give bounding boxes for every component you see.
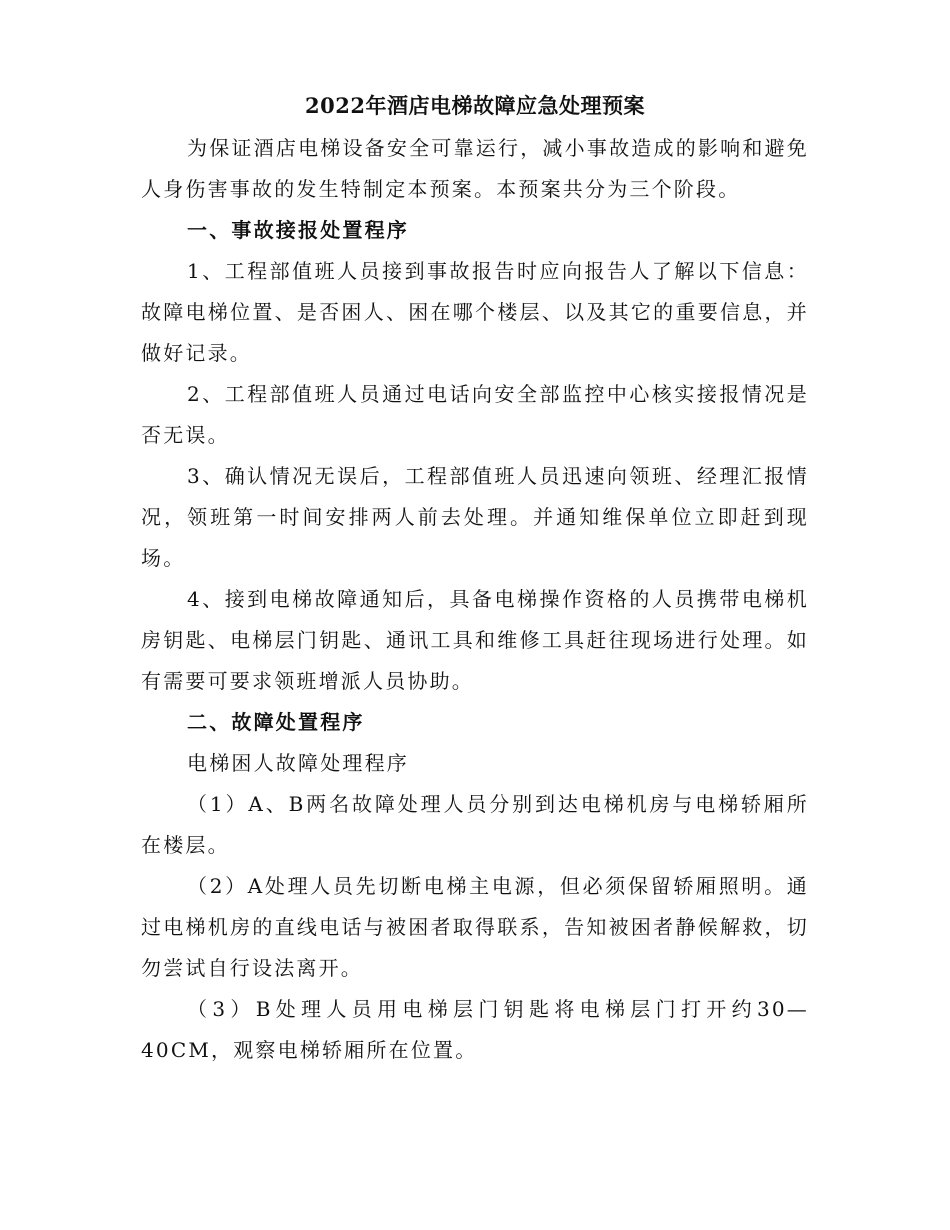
intro-paragraph: 为保证酒店电梯设备安全可靠运行，减小事故造成的影响和避免人身伤害事故的发生特制定本预案。本预案共分为三个阶段。 [141, 136, 809, 201]
section2-subheading: 电梯困人故障处理程序 [187, 751, 409, 775]
section1-item-4: 4、接到电梯故障通知后，具备电梯操作资格的人员携带电梯机房钥匙、电梯层门钥匙、通讯工具和维修工具赶往现场进行处理。如有需要可要求领班增派人员协助。 [141, 587, 809, 693]
section-heading-1: 一、事故接报处置程序 [187, 218, 409, 242]
section2-item-3: （3）B处理人员用电梯层门钥匙将电梯层门打开约30—40CM，观察电梯轿厢所在位置。 [141, 997, 809, 1062]
document-body [141, 88, 809, 1071]
section-heading-2: 二、故障处置程序 [187, 710, 365, 734]
section2-item-1: （1）A、B两名故障处理人员分别到达电梯机房与电梯轿厢所在楼层。 [141, 792, 809, 857]
section2-item-2: （2）A处理人员先切断电梯主电源，但必须保留轿厢照明。通过电梯机房的直线电话与被困者取得联系，告知被困者静候解救，切勿尝试自行设法离开。 [141, 874, 809, 980]
section1-item-3: 3、确认情况无误后，工程部值班人员迅速向领班、经理汇报情况，领班第一时间安排两人前去处理。并通知维保单位立即赶到现场。 [141, 464, 809, 570]
section1-item-2: 2、工程部值班人员通过电话向安全部监控中心核实接报情况是否无误。 [141, 382, 809, 447]
document-title: 2022年酒店电梯故障应急处理预案 [305, 93, 645, 118]
section1-item-1: 1、工程部值班人员接到事故报告时应向报告人了解以下信息：故障电梯位置、是否困人、困在哪个楼层、以及其它的重要信息，并做好记录。 [141, 259, 809, 365]
